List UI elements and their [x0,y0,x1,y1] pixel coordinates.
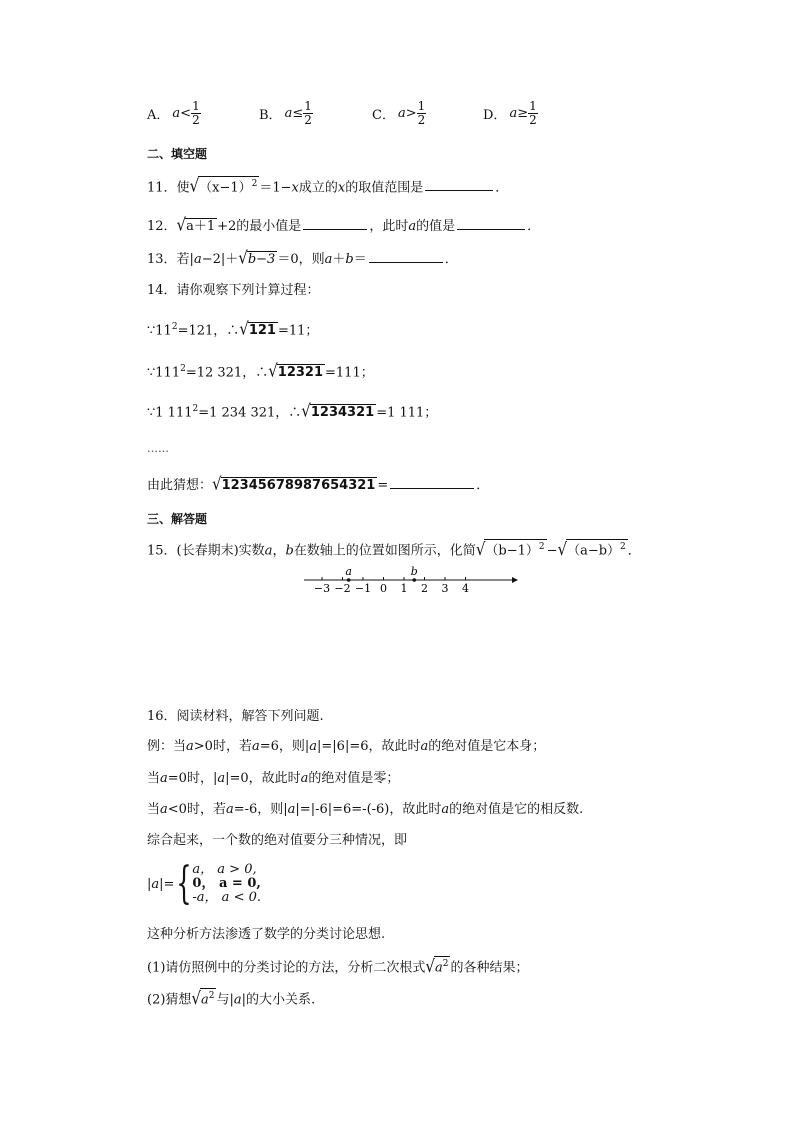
exponent: 2 [208,991,215,1001]
abs-cases [147,858,261,909]
q-text: ∵1 111 [147,405,193,421]
choice-var: a [172,106,181,121]
var-x: x [291,180,299,196]
radicand [484,539,546,558]
var-a: a [193,252,202,267]
section-heading: 三、解答题 [147,512,208,526]
q-text: 的取值范围是 [345,180,424,196]
choice-op: ≤ [292,106,304,121]
var-a: a [186,739,194,754]
question-14-title: 14．请你观察下列计算过程： [147,283,320,298]
tick-label: 3 [441,582,449,595]
q-text: 15．(长春期末)实数 [147,543,265,559]
q16-summary: 综合起来，一个数的绝对值要分三种情况，即 [147,833,408,848]
radicand-text: a [434,960,443,976]
var-a: a [160,802,168,817]
var-a: a [251,739,260,754]
q-text: =11； [277,323,319,339]
fraction-den: 2 [304,113,312,127]
q16-example-2 [147,770,399,788]
fraction-num: 1 [304,99,312,113]
point-label: b [410,565,418,578]
case-item: 0， a = 0, [192,876,261,891]
choice-c[interactable] [372,100,426,127]
tick-label: 1 [400,582,408,595]
ellipsis: …… [147,442,169,455]
cases-list [192,863,261,905]
var-a: a [408,219,417,234]
q14-guess [147,474,489,495]
choice-b[interactable] [259,100,313,127]
sqrt-icon: √ [475,538,486,560]
exponent: 2 [442,959,449,969]
fraction [191,100,201,127]
sqrt-icon: √ [425,955,435,977]
question-15 [147,539,641,560]
sqrt-icon: √ [189,175,200,197]
q-text: 13．若| [147,252,194,267]
choice-var: a [397,106,406,121]
choice-var: a [509,106,518,121]
var-a: a [420,739,429,754]
q-text: (2)猜想 [147,992,192,1008]
tick-label: 2 [421,582,428,595]
arrow-right-icon [512,577,518,583]
var-a: a [324,252,333,267]
question-13 [147,248,458,269]
radicand [198,176,259,195]
q-text: ． [444,252,458,267]
choice-label: A． [147,108,170,123]
q-text: ． [495,180,509,196]
q14-line-1 [147,318,318,340]
q-text: 的绝对值是它的相反数. [449,802,584,817]
number-line [300,565,520,599]
question-16-title: 16．阅读材料，解答下列问题. [147,709,324,724]
sqrt-icon: √ [557,538,568,560]
radicand-text: （a−b） [567,543,621,559]
abs-lhs: |a|= [147,876,175,892]
var-x: x [337,180,346,196]
answer-blank[interactable] [390,474,474,489]
question-11 [147,176,508,197]
answer-blank[interactable] [425,176,493,191]
q-text: 的绝对值是零； [308,771,400,786]
exponent: 2 [620,542,626,552]
radicand [566,539,628,558]
answer-blank[interactable] [457,215,525,230]
q-text: 成立的 [298,180,338,196]
q-text: − [546,543,558,559]
answer-blank[interactable] [303,215,367,230]
q-text: <0时，若 [167,802,226,817]
q-text: ， [272,543,286,559]
fraction-den: 2 [192,113,200,127]
q-text: (1)请仿照例中的分类讨论的方法，分析二次根式 [147,960,426,976]
fraction-den: 2 [529,113,537,127]
q-text: =-6，则| [233,802,288,817]
q14-line-2 [147,360,374,382]
var-a: a [309,739,318,754]
radicand: 121 [248,323,276,339]
exponent: 2 [251,179,258,189]
var-a: a [217,771,226,786]
exponent: 2 [171,322,178,332]
fraction-num: 1 [417,99,426,113]
choice-a[interactable] [147,100,201,127]
var-a: a [287,802,296,817]
fraction [303,100,313,127]
q-text: ． [627,543,641,559]
sqrt-icon: √ [268,360,278,382]
point-a [347,578,351,582]
radicand [434,956,451,975]
choice-label: B． [259,108,282,123]
fraction [417,100,427,127]
q-text: 在数轴上的位置如图所示，化简 [293,543,476,559]
point-b [412,578,416,582]
q-text: ． [476,478,490,493]
var-b: b [345,252,354,267]
q-text: 的值是 [416,219,456,234]
exponent: 2 [180,364,186,374]
q-text: 由此猜想： [147,478,213,493]
q-text: |=0，故此时 [225,771,301,786]
q-text: ＋ [332,252,346,267]
q-text: |的大小关系. [241,992,316,1008]
q-text: ． [527,219,541,234]
q-text: ∵11 [147,323,172,339]
choice-d[interactable] [483,100,538,127]
var-a: a [300,771,309,786]
left-brace-icon: { [176,858,193,909]
var-a: a [264,543,273,559]
tick-label: 0 [380,582,387,595]
q-text: +2的最小值是 [217,219,302,234]
choice-op: < [180,106,192,121]
sqrt-icon: √ [238,247,248,269]
fraction-num: 1 [529,99,537,113]
q-text: 的绝对值是它本身； [428,739,546,754]
q-text: =12 321，∴ [185,365,269,381]
choice-label: D． [483,108,507,123]
radicand-text: （b−1） [485,543,539,559]
choice-op: > [405,106,417,121]
q-text: −2|＋ [201,252,239,267]
case-item: a， a > 0, [192,862,257,877]
sqrt-icon: √ [191,987,201,1009]
q16-method: 这种分析方法渗透了数学的分类讨论思想. [147,927,386,942]
q-text: 当 [147,802,161,817]
q16-example-1 [147,738,545,756]
tick-label: −3 [313,582,331,595]
q-text: ＝1− [259,180,292,196]
q16-example-3 [147,801,583,819]
tick-label: 4 [462,582,469,595]
q16-part-2 [147,988,315,1009]
q-text: =121，∴ [177,323,240,339]
q-text: =111； [325,365,374,381]
q-text: =1 234 321，∴ [198,405,302,421]
radicand: a＋1 [186,219,216,234]
q-text: >0时，若 [193,739,252,754]
question-12 [147,215,540,236]
q-text: ＝ [353,252,367,267]
radicand-text: a [200,992,209,1008]
sqrt-icon: √ [239,318,249,340]
fraction-den: 2 [417,113,426,127]
radicand: 12345678987654321 [221,478,376,493]
q-text: 12． [147,219,177,234]
sqrt-icon: √ [212,473,222,495]
q-text: 的各种结果； [450,960,529,976]
choice-label: C． [372,108,395,123]
radicand [200,988,217,1007]
case-item: -a， a < 0. [192,890,261,905]
radicand: 1234321 [310,405,375,421]
q-text: ＝0，则 [277,252,325,267]
q-text: = [377,478,389,493]
var-a: a [233,992,242,1008]
var-a: a [160,771,168,786]
q-text: 当 [147,771,161,786]
section-heading: 二、填空题 [147,147,208,161]
var-b: b [285,543,294,559]
q-text: ，此时 [369,219,409,234]
radicand: 12321 [277,365,324,381]
q-text: |=|6|=6，故此时 [317,739,421,754]
point-group [345,565,417,582]
var-a: a [225,802,234,817]
q-text: 11．使 [147,180,190,196]
fraction [528,100,538,127]
sqrt-icon: √ [176,214,187,236]
q-text: =6，则| [259,739,310,754]
tick-label: −1 [354,582,372,595]
radicand-text: （x−1） [199,180,252,196]
choice-op: ≥ [517,106,529,121]
var-a: a [441,802,450,817]
q-text: 例：当 [147,739,187,754]
q-text: =1 111； [376,405,438,421]
radicand: b−3 [247,252,276,267]
exponent: 2 [538,542,545,552]
q-text: ∵111 [147,365,181,381]
q16-part-1 [147,956,529,977]
tick-label: −2 [334,582,351,595]
fraction-num: 1 [192,99,200,113]
choice-var: a [284,106,293,121]
q-text: =0时，| [167,771,218,786]
answer-blank[interactable] [369,248,443,263]
point-label: a [345,565,352,578]
q-text: 与| [216,992,234,1008]
sqrt-icon: √ [301,400,311,422]
exponent: 2 [192,404,199,414]
q14-line-3 [147,400,437,422]
q-text: |=|-6|=6=-(-6)，故此时 [295,802,442,817]
